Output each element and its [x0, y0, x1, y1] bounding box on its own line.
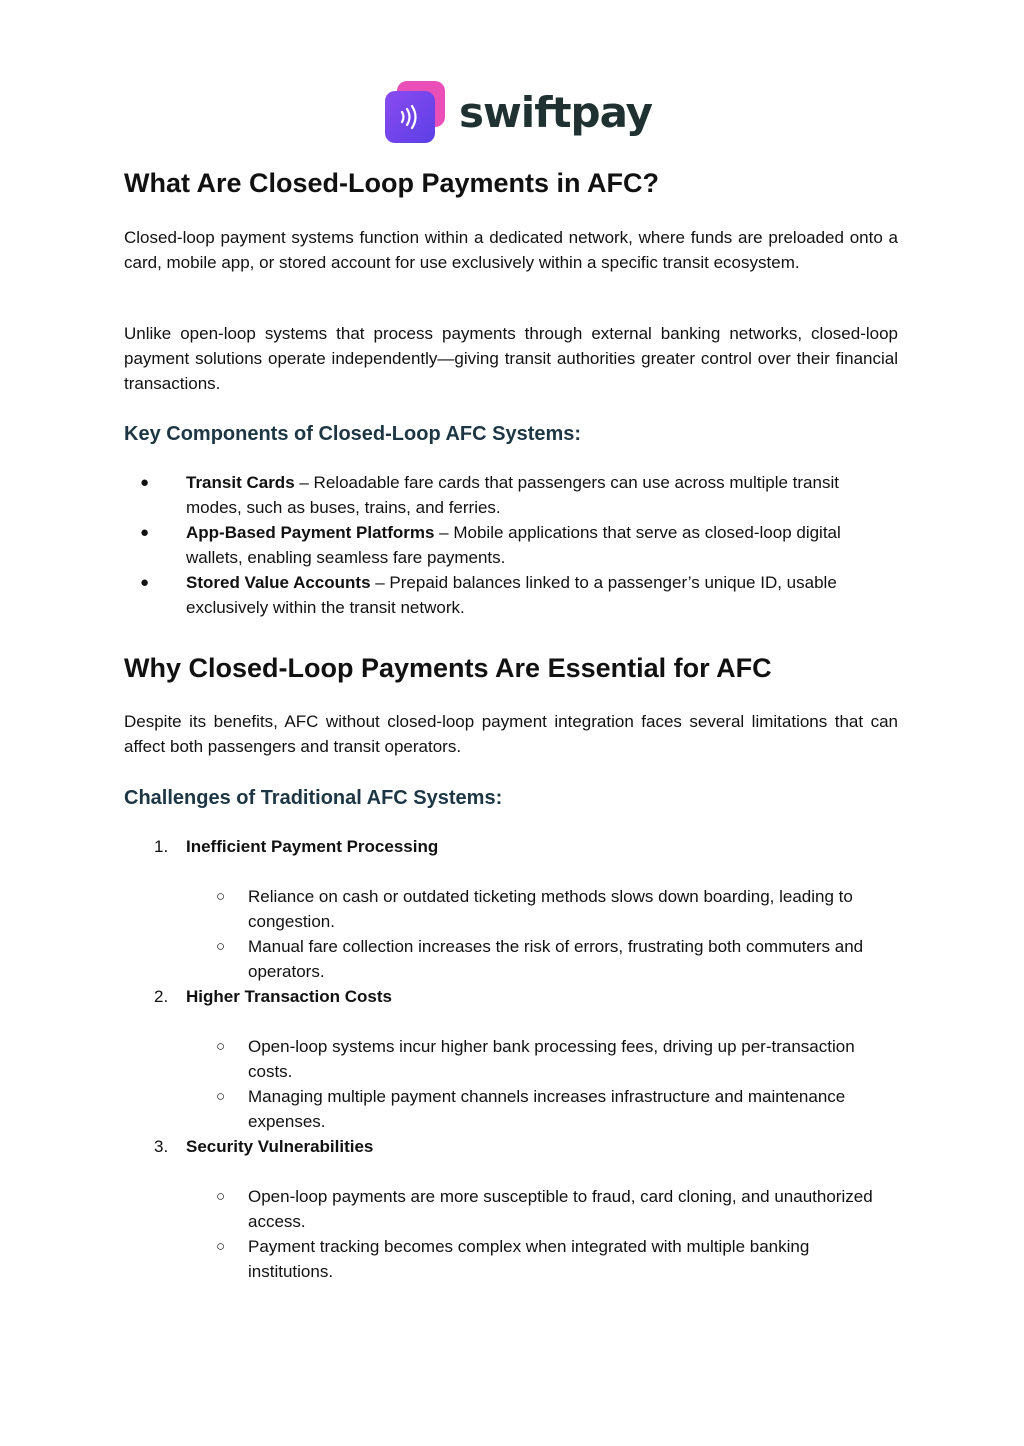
- challenge-title: Inefficient Payment Processing: [186, 837, 439, 856]
- challenge-title: Higher Transaction Costs: [186, 987, 392, 1006]
- circle-bullet-icon: ○: [216, 938, 226, 955]
- point-text: Payment tracking becomes complex when integrated with multiple banking institutions.: [248, 1237, 810, 1281]
- circle-bullet-icon: ○: [216, 1188, 226, 1205]
- list-item: [186, 1034, 898, 1084]
- item-number: 3.: [154, 1137, 169, 1156]
- challenge-points: [186, 1034, 898, 1134]
- bullet-icon: ●: [140, 474, 150, 491]
- point-text: Open-loop systems incur higher bank processing fees, driving up per-transaction costs.: [248, 1037, 855, 1081]
- section1-subheading: Key Components of Closed-Loop AFC Systems:: [124, 423, 582, 445]
- challenge-item: [124, 984, 898, 1134]
- item-term: App-Based Payment Platforms: [186, 523, 435, 542]
- item-desc: – Mobile applications that serve as closed-loop digital wallets, enabling seamless fare payments.: [186, 523, 841, 567]
- list-item: [186, 1184, 898, 1234]
- item-number: 2.: [154, 987, 169, 1006]
- bullet-icon: ●: [140, 574, 150, 591]
- point-text: Reliance on cash or outdated ticketing methods slows down boarding, leading to congestion.: [248, 887, 853, 931]
- section1-heading: What Are Closed-Loop Payments in AFC?: [124, 168, 660, 198]
- bullet-icon: ●: [140, 524, 150, 541]
- key-components-list: [124, 470, 898, 620]
- contactless-icon: [399, 103, 421, 131]
- challenge-item: [124, 1134, 898, 1284]
- list-item: [124, 470, 898, 520]
- circle-bullet-icon: ○: [216, 1038, 226, 1055]
- item-desc: – Prepaid balances linked to a passenger’s unique ID, usable exclusively within the transit network.: [186, 573, 837, 617]
- challenge-points: [186, 1184, 898, 1284]
- section2-heading: Why Closed-Loop Payments Are Essential for AFC: [124, 653, 772, 683]
- section1-paragraph-2: Unlike open-loop systems that process payments through external banking networks, closed-loop payment solutions operate independently—giving transit authorities greater control over their financial transactions.: [124, 324, 898, 393]
- challenge-points: [186, 884, 898, 984]
- logo-wordmark: swiftpay: [459, 87, 653, 137]
- list-item: [186, 1234, 898, 1284]
- point-text: Managing multiple payment channels increases infrastructure and maintenance expenses.: [248, 1087, 846, 1131]
- item-term: Transit Cards: [186, 473, 295, 492]
- list-item: [186, 934, 898, 984]
- section2-subheading: Challenges of Traditional AFC Systems:: [124, 787, 503, 809]
- item-number: 1.: [154, 837, 169, 856]
- list-item: [186, 1084, 898, 1134]
- challenge-item: [124, 834, 898, 984]
- challenge-title: Security Vulnerabilities: [186, 1137, 374, 1156]
- list-item: [124, 520, 898, 570]
- list-item: [124, 570, 898, 620]
- item-desc: – Reloadable fare cards that passengers can use across multiple transit modes, such as buses, trains, and ferries.: [186, 473, 839, 517]
- list-item: [186, 884, 898, 934]
- section1-paragraph-1: Closed-loop payment systems function within a dedicated network, where funds are preloaded onto a card, mobile app, or stored account for use exclusively within a specific transit ecosystem.: [124, 228, 898, 272]
- circle-bullet-icon: ○: [216, 888, 226, 905]
- section2-paragraph: Despite its benefits, AFC without closed-loop payment integration faces several limitations that can affect both passengers and transit operators.: [124, 712, 898, 756]
- circle-bullet-icon: ○: [216, 1088, 226, 1105]
- circle-bullet-icon: ○: [216, 1238, 226, 1255]
- logo-mark: [385, 81, 447, 143]
- challenges-list: [124, 834, 898, 1284]
- item-term: Stored Value Accounts: [186, 573, 371, 592]
- point-text: Open-loop payments are more susceptible to fraud, card cloning, and unauthorized access.: [248, 1187, 873, 1231]
- point-text: Manual fare collection increases the risk of errors, frustrating both commuters and operators.: [248, 937, 864, 981]
- swiftpay-logo: [385, 80, 652, 144]
